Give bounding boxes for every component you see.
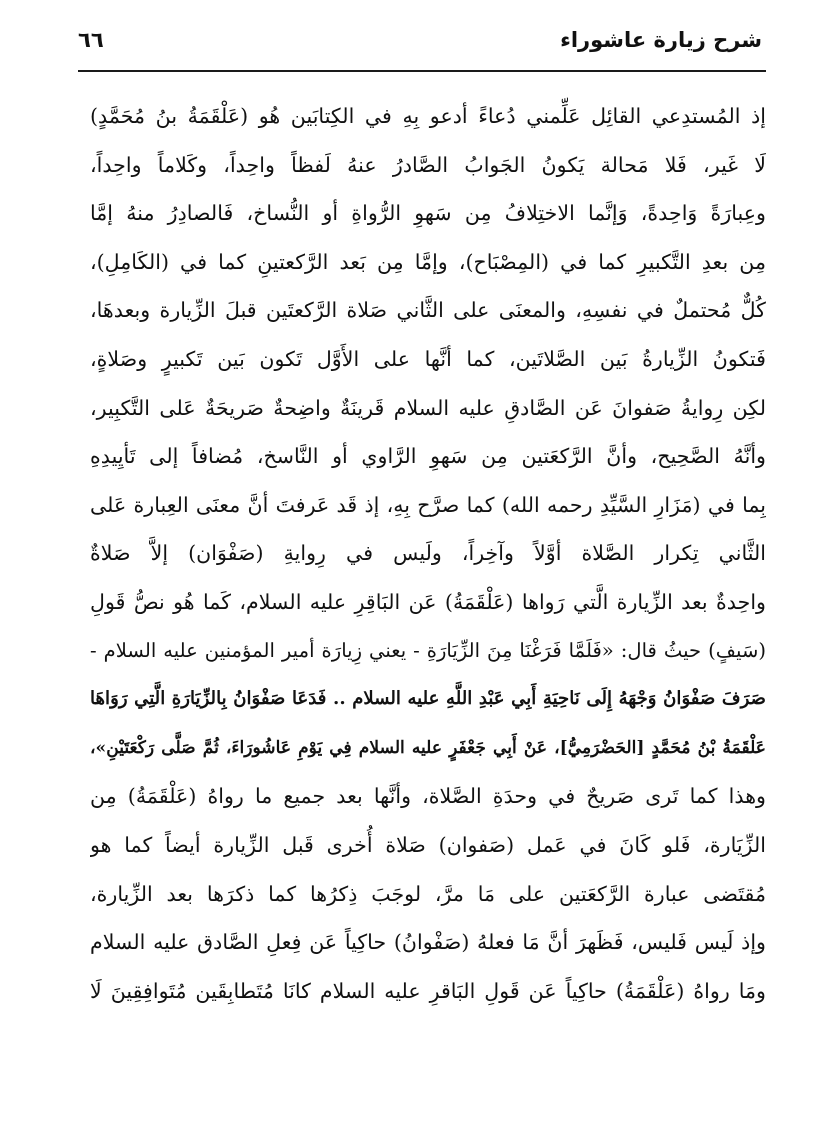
text-line: مُقتَضى عبارة الرَّكعَتين على مَا مرَّ، لوجَبَ ذِكرُها كما ذكرَها بعد الزِّيارة، bbox=[90, 881, 766, 906]
text-line: وهذا كما تَرى صَريحٌ في وحدَةِ الصَّلاة، وأنَّها بعد جميع ما رواهُ (عَلْقَمَةُ) مِن bbox=[90, 784, 766, 809]
text-line: (سَيفٍ) حيثُ قال: «فَلَمَّا فَرَغْنَا مِنَ الزِّيَارَةِ - يعني زِيارَة أمير المؤمنين عليه السلام - bbox=[90, 638, 766, 662]
text-line: لكِن رِوايةُ صَفوانَ عَن الصَّادقِ عليه السلام قَرينَةٌ واضِحةٌ صَريحَةٌ عَلى التَّكبِير، bbox=[90, 395, 766, 420]
text-line: الثَّاني تِكرار الصَّلاة أوَّلاً وآخِراً، ولَيس في رِوايةِ (صَفْوَان) إلاَّ صَلاةٌ bbox=[90, 541, 766, 566]
text-line: واحِدةٌ بعد الزِّيارة الَّتي رَواها (عَلْقَمَةُ) عَن البَاقِرِ عليه السلام، كَما هُو نصُّ قَولِ bbox=[90, 589, 766, 614]
book-title: شرح زيارة عاشوراء bbox=[560, 28, 762, 52]
quote-line: عَلْقَمَةُ بْنُ مُحَمَّدٍ [الحَضْرَمِيُّ]، عَنْ أَبِي جَعْفَرٍ عليه السلام فِي يَوْمِ عَاشُورَاءَ، ثُمَّ صَلَّى رَكْعَتَيْنِ»، bbox=[90, 737, 766, 758]
quote-line: صَرَفَ صَفْوَانُ وَجْهَهُ إِلَى نَاحِيَةِ أَبِي عَبْدِ اللَّهِ عليه السلام .. فَدَعَا صَفْوَانُ بِالزِّيَارَةِ الَّتِي رَوَاهَا bbox=[90, 688, 766, 710]
text-line: ومَا رواهُ (عَلْقَمَةُ) حاكِياً عَن قَولِ البَاقرِ عليه السلام كانَا مُتَطابِقَين مُتَوافِقِينَ لَا bbox=[90, 978, 766, 1003]
text-line: فَتكونُ الزِّيارةُ بَين الصَّلاتَين، كما أنَّها على الأَوَّل تَكون بَين تَكبيرٍ وصَلاةٍ، bbox=[90, 346, 766, 371]
text-line: كُلٌّ مُحتملٌ في نفسِهِ، والمعنَى على الثَّاني صَلاة الرَّكعتَين قبلَ الزِّيارة وبعدهَا، bbox=[90, 298, 766, 323]
text-line: مِن بعدِ التَّكبيرِ كما في (المِصْبَاح)، وإمَّا مِن بَعد الرَّكعتينِ كما في (الكَامِلِ)، bbox=[90, 249, 766, 274]
text-line: إذ المُستدِعي القائِل عَلِّمني دُعاءً أدعو بِهِ في الكِتابَين هُو (عَلْقَمَةُ بنُ مُحَمَّدٍ) bbox=[90, 104, 766, 128]
text-line: وأنَّهُ الصَّحِيح، وأنَّ الرَّكعَتين مِن سَهوِ الرَّاوي أو النَّاسخ، مُضافاً إلى تَأيِيدِهِ bbox=[90, 444, 766, 469]
text-line: بِما في (مَزَارِ السَّيِّدِ رحمه الله) كما صرَّح بِهِ، إذ قَد عَرفتَ أنَّ معنَى العِبارة عَلى bbox=[90, 492, 766, 517]
page-number: ٦٦ bbox=[78, 28, 104, 52]
header-rule bbox=[78, 70, 766, 72]
text-line: لَا غَير، فَلا مَحالة يَكونُ الجَوابُ الصَّادرُ عنهُ لَفظاً واحِداً، وكَلاماً واحِداً، bbox=[90, 152, 766, 177]
running-header bbox=[78, 26, 762, 68]
text-line: وعِبارَةً وَاحِدةً، وَإنَّما الاختِلافُ مِن سَهوِ الرُّواةِ أو النُّساخ، فَالصادِرُ منهُ إمَّا bbox=[90, 201, 766, 226]
body-text bbox=[90, 92, 766, 1015]
text-line: الزِّيَارة، فَلو كَانَ في عَمل (صَفوان) صَلاة أُخرى قَبل الزِّيارة أيضاً كما هو bbox=[90, 832, 766, 857]
text-line: وإذ لَيس فَليس، فَظَهرَ أنَّ مَا فعلهُ (صَفْوانُ) حاكِياً عَن فِعلِ الصَّادق عليه السلام bbox=[90, 930, 766, 955]
